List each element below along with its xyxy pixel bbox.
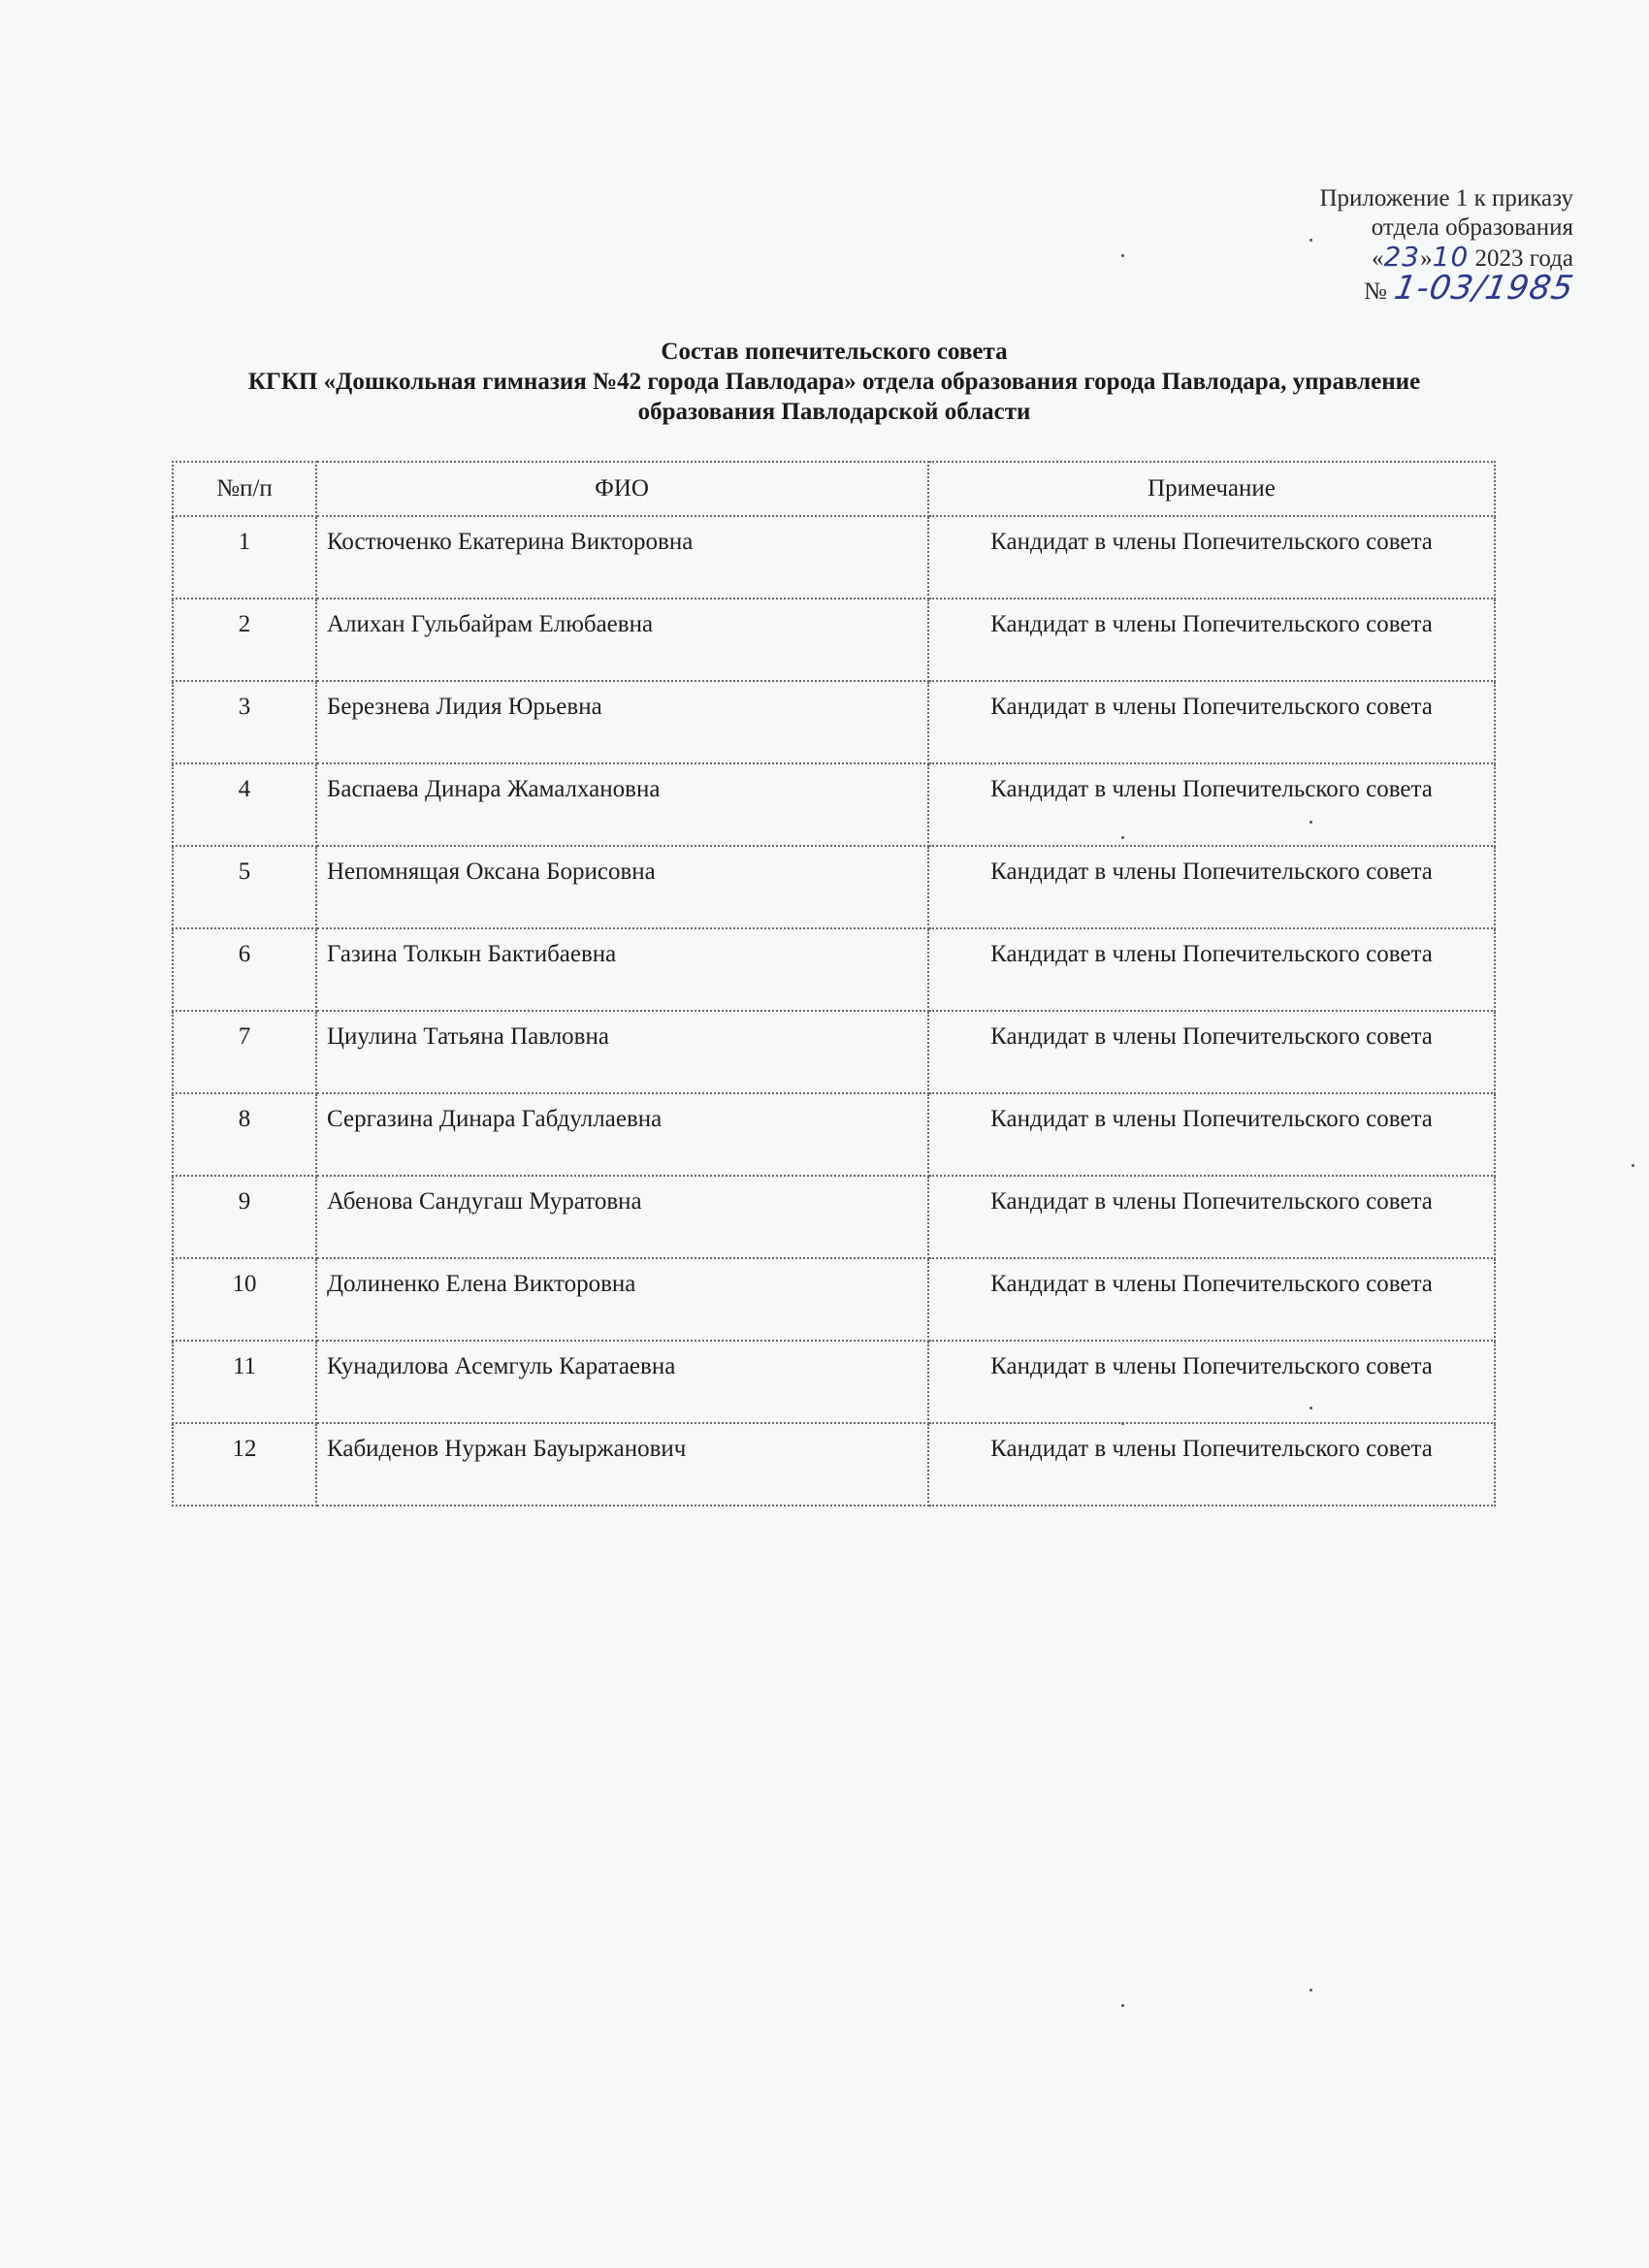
row-number: 3 (173, 681, 316, 763)
row-full-name: Долиненко Елена Викторовна (316, 1258, 928, 1341)
row-note: Кандидат в члены Попечительского совета (928, 1176, 1495, 1258)
handwritten-date-day: 23 (1383, 241, 1421, 273)
row-note: Кандидат в члены Попечительского совета (928, 1341, 1495, 1423)
row-full-name: Кунадилова Асемгуль Каратаевна (316, 1341, 928, 1423)
table-row (173, 516, 1495, 599)
title-line-2: КГКП «Дошкольная гимназия №42 города Павлодара» отдела образования города Павлодара, управление (247, 369, 1421, 395)
row-number: 6 (173, 928, 316, 1011)
date-year: 2023 года (1469, 245, 1573, 272)
row-full-name: Сергазина Динара Габдуллаевна (316, 1093, 928, 1176)
row-note: Кандидат в члены Попечительского совета (928, 599, 1495, 681)
row-number: 1 (173, 516, 316, 599)
table-header-row (173, 462, 1495, 516)
row-note: Кандидат в члены Попечительского совета (928, 763, 1495, 846)
row-number: 7 (173, 1011, 316, 1093)
approval-line-2: отдела образования (1371, 214, 1573, 241)
row-number: 8 (173, 1093, 316, 1176)
approval-line-1: Приложение 1 к приказу (1319, 185, 1573, 211)
row-full-name: Алихан Гульбайрам Елюбаевна (316, 599, 928, 681)
row-number: 5 (173, 846, 316, 928)
row-full-name: Березнева Лидия Юрьевна (316, 681, 928, 763)
header-note: Примечание (928, 462, 1495, 516)
table-row (173, 928, 1495, 1011)
row-note: Кандидат в члены Попечительского совета (928, 846, 1495, 928)
approval-number-line (1319, 269, 1577, 308)
row-note: Кандидат в члены Попечительского совета (928, 1423, 1495, 1506)
header-full-name: ФИО (316, 462, 928, 516)
row-note: Кандидат в члены Попечительского совета (928, 1258, 1495, 1341)
row-number: 10 (173, 1258, 316, 1341)
row-note: Кандидат в члены Попечительского совета (928, 516, 1495, 599)
row-number: 4 (173, 763, 316, 846)
table-row (173, 599, 1495, 681)
header-number: №п/п (173, 462, 316, 516)
table-row (173, 1176, 1495, 1258)
table-row (173, 1011, 1495, 1093)
row-full-name: Баспаева Динара Жамалхановна (316, 763, 928, 846)
scan-speck (1632, 1164, 1634, 1167)
date-open-quote: « (1371, 245, 1384, 272)
row-full-name: Газина Толкын Бактибаевна (316, 928, 928, 1011)
order-number-label: № (1363, 278, 1387, 305)
table-body (173, 516, 1495, 1506)
scan-speck (1310, 239, 1312, 242)
row-number: 11 (173, 1341, 316, 1423)
row-note: Кандидат в члены Попечительского совета (928, 681, 1495, 763)
document-title (165, 337, 1504, 427)
row-number: 9 (173, 1176, 316, 1258)
table-row (173, 846, 1495, 928)
scan-speck (1310, 1989, 1312, 1992)
row-note: Кандидат в члены Попечительского совета (928, 928, 1495, 1011)
row-full-name: Кабиденов Нуржан Бауыржанович (316, 1423, 928, 1506)
table-row (173, 1423, 1495, 1506)
row-note: Кандидат в члены Попечительского совета (928, 1011, 1495, 1093)
row-full-name: Циулина Татьяна Павловна (316, 1011, 928, 1093)
handwritten-date-month: 10 (1432, 241, 1470, 273)
scan-speck (1121, 254, 1124, 257)
handwritten-order-number: 1-03/1985 (1391, 269, 1577, 308)
table-row (173, 1341, 1495, 1423)
row-full-name: Непомнящая Оксана Борисовна (316, 846, 928, 928)
row-note: Кандидат в члены Попечительского совета (928, 1093, 1495, 1176)
title-line-1: Состав попечительского совета (661, 339, 1008, 365)
table-row (173, 681, 1495, 763)
table-row (173, 1258, 1495, 1341)
council-members-table (172, 461, 1496, 1507)
scan-speck (1121, 2004, 1124, 2007)
row-full-name: Абенова Сандугаш Муратовна (316, 1176, 928, 1258)
table-row (173, 763, 1495, 846)
row-full-name: Костюченко Екатерина Викторовна (316, 516, 928, 599)
row-number: 2 (173, 599, 316, 681)
date-close-quote: » (1420, 245, 1433, 272)
table-row (173, 1093, 1495, 1176)
title-line-3: образования Павлодарской области (637, 399, 1031, 425)
row-number: 12 (173, 1423, 316, 1506)
approval-stamp-block (1319, 184, 1577, 308)
